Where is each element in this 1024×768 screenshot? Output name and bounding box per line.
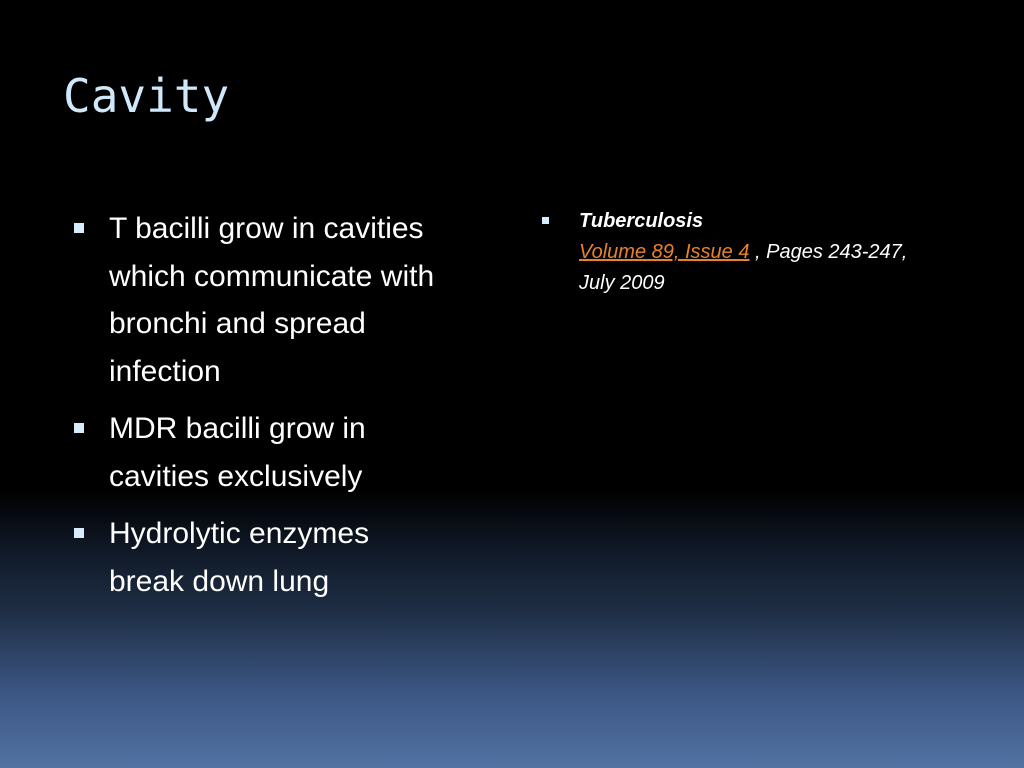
list-item <box>72 510 452 605</box>
reference-journal: Tuberculosis <box>579 210 704 232</box>
square-bullet-icon <box>542 217 549 224</box>
list-item <box>72 205 452 395</box>
reference-pages: , Pages 243-247, July 2009 <box>579 241 908 294</box>
reference-list <box>540 206 940 299</box>
bullet-text: MDR bacilli grow in cavities exclusively <box>109 412 366 493</box>
bullet-text: T bacilli grow in cavities which communicate with bronchi and spread infection <box>109 212 435 388</box>
square-bullet-icon <box>74 223 84 233</box>
square-bullet-icon <box>74 528 84 538</box>
bullet-text: Hydrolytic enzymes break down lung <box>109 517 370 598</box>
slide-title: Cavity <box>63 69 230 123</box>
reference-volume-link[interactable]: Volume 89, Issue 4 <box>579 241 750 263</box>
list-item <box>72 405 452 500</box>
left-bullet-list <box>72 205 452 615</box>
square-bullet-icon <box>74 423 84 433</box>
reference-item <box>540 206 940 299</box>
